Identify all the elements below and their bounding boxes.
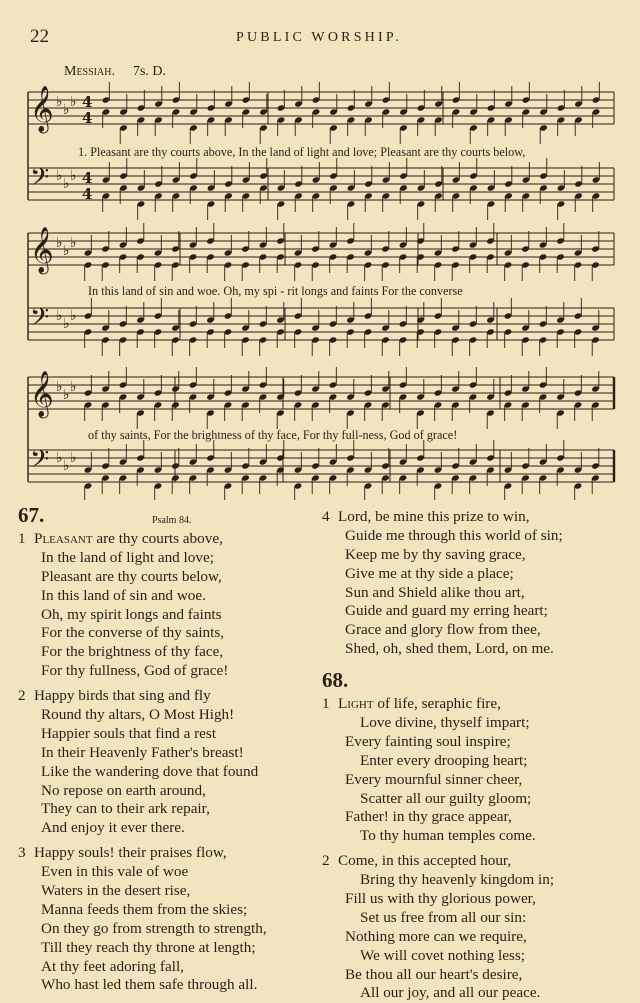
flat-sign: ♭ xyxy=(56,235,63,251)
verse-line: Grace and glory flow from thee, xyxy=(345,621,541,639)
verse xyxy=(322,695,627,846)
verse xyxy=(18,687,308,838)
right-column xyxy=(322,508,627,1003)
flat-sign: ♭ xyxy=(56,94,63,110)
verse-line: Till they reach thy throne at length; xyxy=(41,938,256,956)
verse-line: For the converse of thy saints, xyxy=(41,624,225,642)
verse-number: 4 xyxy=(322,508,330,525)
verse-line: Be thou all our heart's desire, xyxy=(345,965,523,983)
verse-line: Sun and Shield alike thou art, xyxy=(345,583,525,601)
verse-line: For the brightness of thy face, xyxy=(41,643,224,661)
lyric-line-3: of thy saints, For the brightness of thy face, For thy full-ness, God of grace! xyxy=(88,428,458,442)
verse-number: 3 xyxy=(18,844,26,862)
flat-sign: ♭ xyxy=(56,379,63,395)
verse-line: Manna feeds them from the skies; xyxy=(41,900,248,918)
verse-line: They can to their ark repair, xyxy=(41,800,210,818)
verse-line xyxy=(18,687,308,706)
verse-line: Even in this vale of woe xyxy=(41,863,189,881)
verse-line: Shed, oh, shed them, Lord, on me. xyxy=(345,640,554,658)
verse-text: of life, seraphic fire, xyxy=(373,695,501,713)
lyric-line-1: 1. Pleasant are thy courts above, In the land of light and love; Pleasant are thy courts below, xyxy=(78,145,526,159)
verse-line: Guide and guard my erring heart; xyxy=(345,602,548,620)
verse-line: Nothing more can we require, xyxy=(345,927,527,945)
flat-sign: ♭ xyxy=(56,450,63,466)
verse-text: be mine this prize to win, xyxy=(371,508,530,525)
flat-sign: ♭ xyxy=(63,176,70,192)
verse-line: We will covet nothing less; xyxy=(360,946,525,964)
verse-line: Enter every drooping heart; xyxy=(360,751,528,769)
flat-sign: ♭ xyxy=(70,379,77,395)
verse-line: Bring thy heavenly kingdom in; xyxy=(360,871,555,889)
verse-first-word: Light xyxy=(338,695,374,713)
verse-line: Round thy altars, O Most High! xyxy=(41,706,235,724)
verse-line: And enjoy it ever there. xyxy=(41,819,185,837)
flat-sign: ♭ xyxy=(70,94,77,110)
verse-line: Who hast led them safe through all. xyxy=(41,976,258,994)
verse-number: 1 xyxy=(322,695,330,713)
time-signature: 4 xyxy=(82,93,93,111)
verse-line xyxy=(18,530,308,549)
verse-line: All our joy, and all our peace. xyxy=(360,984,541,1002)
flat-sign: ♭ xyxy=(56,168,63,184)
left-column xyxy=(18,503,308,995)
verse-line: Give me at thy side a place; xyxy=(345,564,514,582)
verse-line: Father! in thy grace appear, xyxy=(345,808,512,826)
flat-sign: ♭ xyxy=(70,450,77,466)
flat-sign: ♭ xyxy=(63,102,70,118)
time-signature: 4 xyxy=(82,169,93,187)
verse-number: 2 xyxy=(18,687,26,705)
verse-text: are thy courts above, xyxy=(92,530,223,547)
verse-line: Every fainting soul inspire; xyxy=(345,732,511,750)
verse-line: In the land of light and love; xyxy=(41,548,214,566)
page-number: 22 xyxy=(30,26,49,47)
flat-sign: ♭ xyxy=(56,308,63,324)
tune-meter: 7s. D. xyxy=(132,64,167,79)
verse-line xyxy=(18,844,308,863)
time-signature: 4 xyxy=(82,109,93,127)
bass-clef: 𝄢 xyxy=(30,163,50,198)
treble-clef: 𝄞 xyxy=(30,371,54,417)
verse-line: Guide me through this world of sin; xyxy=(345,526,563,544)
verse-text: in this accepted hour, xyxy=(378,852,512,870)
verse-number: 1 xyxy=(18,530,26,547)
verse-line xyxy=(322,508,627,527)
flat-sign: ♭ xyxy=(63,458,70,474)
verse xyxy=(18,844,308,995)
verse-line: Love divine, thyself impart; xyxy=(360,714,530,732)
treble-clef: 𝄞 xyxy=(30,86,54,132)
verse-first-word: Come, xyxy=(338,852,379,870)
flat-sign: ♭ xyxy=(70,235,77,251)
verse-line: At thy feet adoring fall, xyxy=(41,957,184,975)
verse-line: In this land of sin and woe. xyxy=(41,586,206,604)
verse-first-word: Happy xyxy=(34,844,75,862)
verse-line: Happier souls that find a rest xyxy=(41,724,217,742)
verse-line: In their Heavenly Father's breast! xyxy=(41,743,244,761)
verse-line: To thy human temples come. xyxy=(360,827,536,845)
flat-sign: ♭ xyxy=(63,243,70,259)
verse-first-word: Happy xyxy=(34,687,75,705)
verse xyxy=(322,852,627,1003)
hymn-number: 68. xyxy=(322,668,349,693)
verse-line xyxy=(322,695,627,714)
verse-line: For thy fullness, God of grace! xyxy=(41,662,229,680)
verse-line xyxy=(322,852,627,871)
hymn-number: 67. xyxy=(18,503,45,527)
flat-sign: ♭ xyxy=(70,308,77,324)
verse-first-word: Pleasant xyxy=(34,530,93,547)
verse-line: Like the wandering dove that found xyxy=(41,762,259,780)
bass-clef: 𝄢 xyxy=(30,445,50,480)
hymn-source: Psalm 84. xyxy=(152,515,192,526)
verse xyxy=(18,530,308,681)
lyric-line-2: In this land of sin and woe. Oh, my spi - rit longs and faints For the converse xyxy=(88,284,463,298)
hymn-67-header xyxy=(18,503,308,530)
tune-name: Messiah. xyxy=(64,64,115,79)
verse-line: Every mournful sinner cheer, xyxy=(345,770,523,788)
verse-text: birds that sing and fly xyxy=(74,687,211,705)
verse-number: 2 xyxy=(322,852,330,870)
bass-clef: 𝄢 xyxy=(30,303,50,338)
verse-line: Fill us with thy glorious power, xyxy=(345,890,536,908)
verse xyxy=(322,508,627,659)
verse-line: Set us free from all our sin: xyxy=(360,908,527,926)
time-signature: 4 xyxy=(82,185,93,203)
flat-sign: ♭ xyxy=(63,316,70,332)
verse-line: Waters in the desert rise, xyxy=(41,882,191,900)
verse-line: No repose on earth around, xyxy=(41,781,206,799)
verse-line: Oh, my spirit longs and faints xyxy=(41,605,222,623)
running-title: PUBLIC WORSHIP. xyxy=(236,30,402,45)
hymn-68-header xyxy=(322,668,627,695)
tune-heading xyxy=(64,64,166,80)
verse-line: Pleasant are thy courts below, xyxy=(41,567,222,585)
verse-line: Keep me by thy saving grace, xyxy=(345,545,526,563)
flat-sign: ♭ xyxy=(70,168,77,184)
verse-line: On they go from strength to strength, xyxy=(41,919,267,937)
flat-sign: ♭ xyxy=(63,387,70,403)
verse-line: Scatter all our guilty gloom; xyxy=(360,789,532,807)
verse-first-word: Lord, xyxy=(338,508,372,525)
treble-clef: 𝄞 xyxy=(30,227,54,273)
verse-text: souls! their praises flow, xyxy=(74,844,227,862)
